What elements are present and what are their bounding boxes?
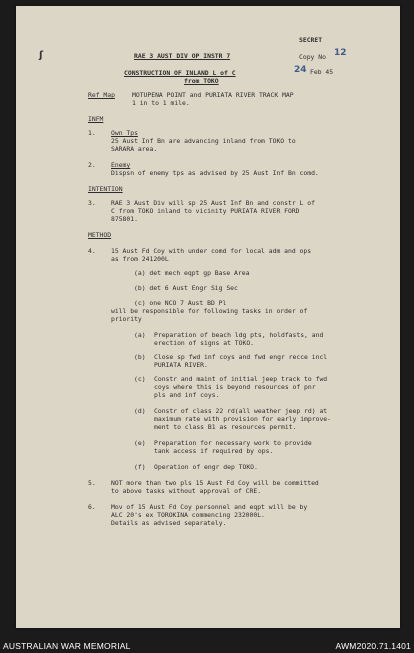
para-5-line-2: to above tasks without approval of CRE. — [111, 487, 262, 495]
resp-line-1: will be responsible for following tasks in order of — [111, 307, 308, 315]
ref-map-line-2: 1 in to 1 mile. — [132, 99, 190, 107]
para-5-line-1: NOT more than two pls 15 Aust Fd Coy will be committed — [111, 479, 319, 487]
para-3-line-3: 875801. — [111, 215, 138, 223]
task-a-line-1: Preparation of beach ldg pts, holdfasts, and — [154, 331, 324, 339]
para-6-num: 6. — [88, 503, 96, 511]
task-d-label: (d) — [134, 407, 146, 415]
date-day: 24 — [294, 65, 307, 75]
under-comd-b: (b) det 6 Aust Engr Sig Sec — [134, 284, 238, 292]
task-d-line-2: maximum rate with provision for early improve- — [154, 415, 331, 423]
para-1-line-2: SARARA area. — [111, 145, 158, 153]
under-comd-c: (c) one NCO 7 Aust BD Pl — [134, 299, 227, 307]
secret-label: SECRET — [299, 36, 323, 44]
para-6-line-2: ALC 20's ex TOROKINA commencing 232000L. — [111, 511, 265, 519]
ref-map-label: Ref Map — [88, 91, 115, 99]
task-d-line-3: ment to class B1 as resources permit. — [154, 423, 297, 431]
footer-institution: AUSTRALIAN WAR MEMORIAL — [3, 641, 131, 651]
task-f-label: (f) — [134, 463, 146, 471]
doc-title: RAE 3 AUST DIV OP INSTR 7 — [134, 52, 231, 60]
para-2-title: Enemy — [111, 161, 131, 169]
para-1-title: Own Tps — [111, 129, 138, 137]
intention-heading: INTENTION — [88, 185, 123, 193]
task-c-line-3: pls and inf coys. — [154, 391, 220, 399]
document-page — [16, 6, 400, 628]
para-1-line-1: 25 Aust Inf Bn are advancing inland from TOKO to — [111, 137, 296, 145]
task-e-line-1: Preparation for necessary work to provide — [154, 439, 312, 447]
doc-subtitle-1: CONSTRUCTION OF INLAND L of C — [124, 69, 236, 77]
para-6-line-3: Details as advised separately. — [111, 519, 227, 527]
para-6-line-1: Mov of 15 Aust Fd Coy personnel and eqpt will be by — [111, 503, 308, 511]
task-a-line-2: erection of signs at TOKO. — [154, 339, 255, 347]
method-heading: METHOD — [88, 231, 112, 239]
copy-no-value: 12 — [334, 48, 347, 58]
resp-line-2: priority — [111, 315, 142, 323]
task-c-line-1: Constr and maint of initial jeep track to fwd — [154, 375, 328, 383]
copy-no-label: Copy No — [299, 53, 326, 61]
para-2-line-1: Dispsn of enemy tps as advised by 25 Aust Inf Bn comd. — [111, 169, 319, 177]
task-b-label: (b) — [134, 353, 146, 361]
task-a-label: (a) — [134, 331, 146, 339]
para-5-num: 5. — [88, 479, 96, 487]
footer-accession-number: AWM2020.71.1401 — [335, 641, 411, 651]
para-4-line-2: as from 241200L — [111, 255, 169, 263]
task-c-label: (c) — [134, 375, 146, 383]
task-e-line-2: tank access if required by ops. — [154, 447, 274, 455]
para-3-line-2: C from TOKO inland to vicinity PURIATA RIVER FORD — [111, 207, 300, 215]
date-label: Feb 45 — [310, 68, 334, 76]
infm-heading: INFM — [88, 115, 104, 123]
task-c-line-2: coys where this is beyond resources of pnr — [154, 383, 316, 391]
para-4-num: 4. — [88, 247, 96, 255]
handwritten-mark: ʃ — [39, 50, 44, 61]
para-1-num: 1. — [88, 129, 96, 137]
task-b-line-2: PURIATA RIVER. — [154, 361, 208, 369]
ref-map-line-1: MOTUPENA POINT and PURIATA RIVER TRACK MAP — [132, 91, 294, 99]
task-b-line-1: Close sp fwd inf coys and fwd engr recce incl — [154, 353, 328, 361]
task-f-line-1: Operation of engr dep TOKO. — [154, 463, 258, 471]
task-d-line-1: Constr of class 22 rd(all weather jeep rd) at — [154, 407, 328, 415]
task-e-label: (e) — [134, 439, 146, 447]
para-4-line-1: 15 Aust Fd Coy with under comd for local adm and ops — [111, 247, 312, 255]
para-3-line-1: RAE 3 Aust Div will sp 25 Aust Inf Bn and constr L of — [111, 199, 315, 207]
doc-subtitle-2: from TOKO — [184, 77, 219, 85]
para-2-num: 2. — [88, 161, 96, 169]
under-comd-a: (a) det mech eqpt gp Base Area — [134, 269, 250, 277]
para-3-num: 3. — [88, 199, 96, 207]
